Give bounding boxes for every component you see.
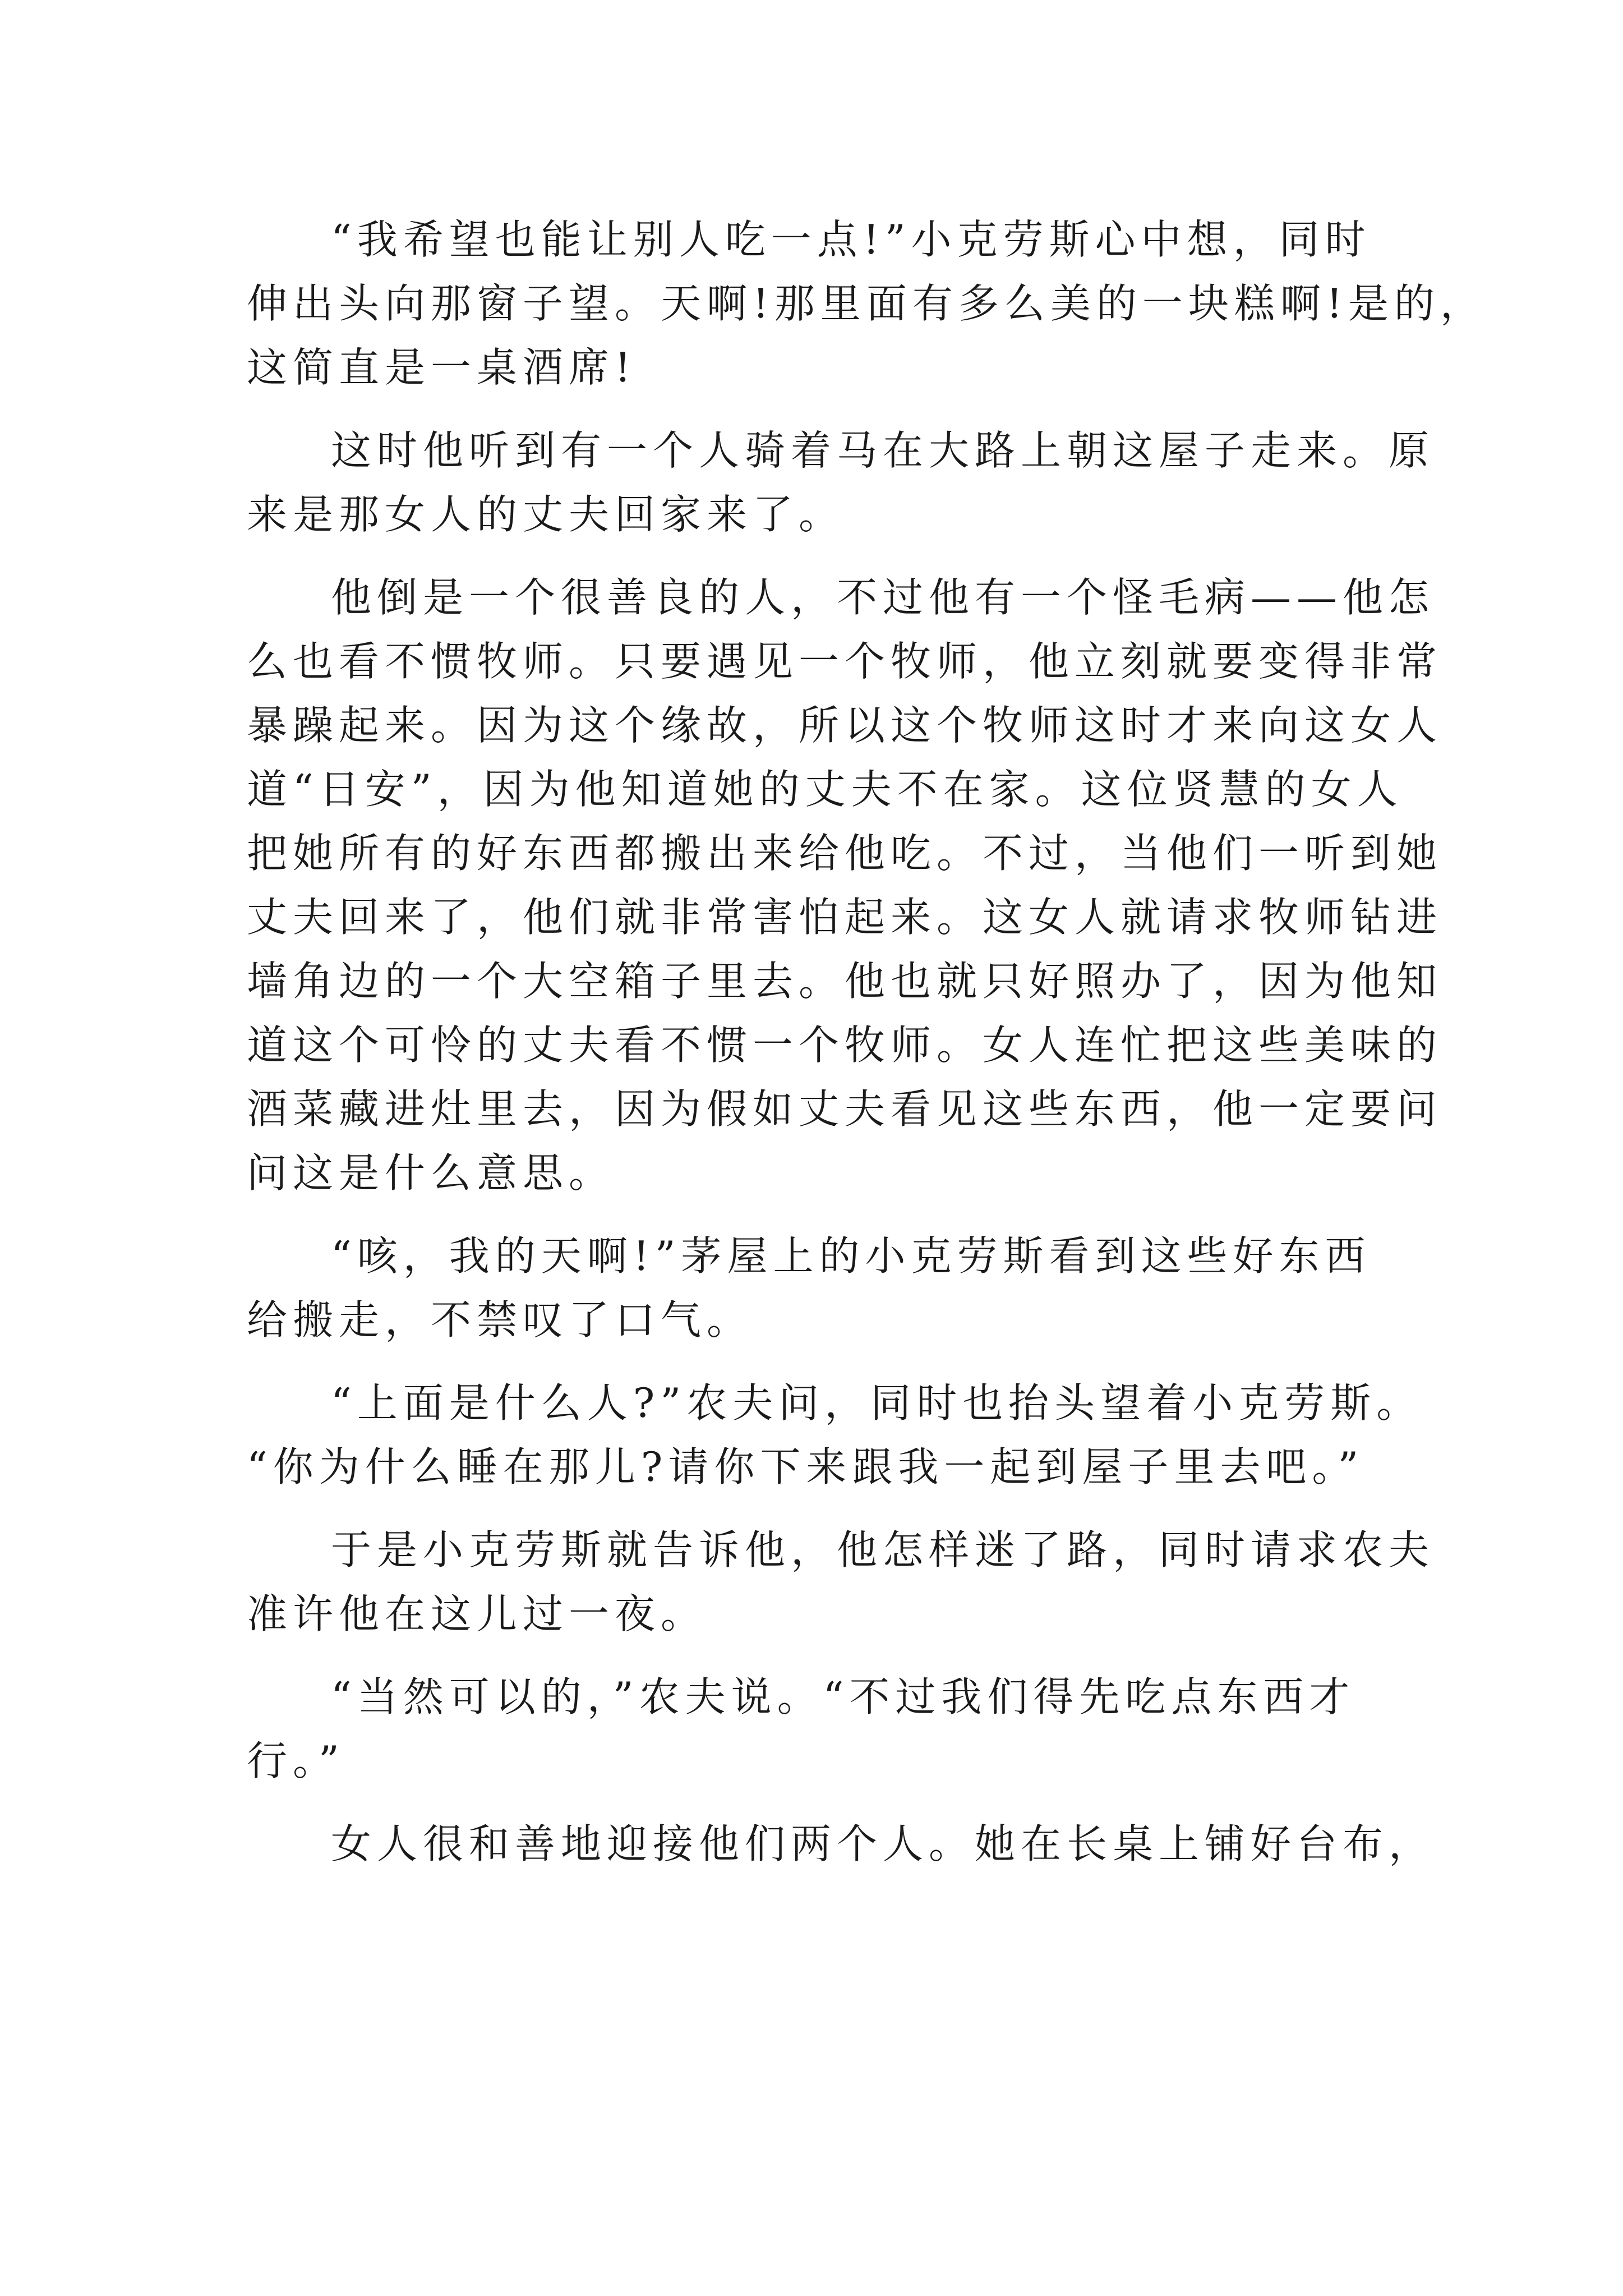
- text-line: 问这是什么意思。: [247, 1149, 615, 1197]
- text-line: 暴躁起来。因为这个缘故，所以这个牧师这时才来向这女人: [247, 702, 1443, 749]
- text-line: 女人很和善地迎接他们两个人。她在长桌上铺好台布，: [331, 1820, 1435, 1867]
- text-line: “我希望也能让别人吃一点!”小克劳斯心中想，同时: [331, 216, 1371, 263]
- paragraph: [247, 418, 1435, 546]
- paragraph: [247, 1665, 1424, 1793]
- paragraph: [247, 1812, 1435, 1876]
- text-line: “你为什么睡在那儿?请你下来跟我一起到屋子里去吧。”: [247, 1443, 1364, 1490]
- text-line: 行。”: [247, 1737, 345, 1784]
- text-line: 把她所有的好东西都搬出来给他吃。不过，当他们一听到她: [247, 830, 1443, 877]
- body-text: [247, 208, 1486, 1876]
- text-line: 这简直是一桌酒席!: [247, 344, 637, 391]
- paragraph: [247, 208, 1486, 399]
- paragraph: [247, 1371, 1424, 1499]
- text-line: 道这个可怜的丈夫看不惯一个牧师。女人连忙把这些美味的: [247, 1022, 1443, 1069]
- text-line: 他倒是一个很善良的人，不过他有一个怪毛病——他怎: [331, 574, 1435, 621]
- text-line: 丈夫回来了，他们就非常害怕起来。这女人就请求牧师钻进: [247, 894, 1443, 941]
- paragraph: [247, 1518, 1435, 1646]
- text-line: 这时他听到有一个人骑着马在大路上朝这屋子走来。原: [331, 427, 1435, 474]
- text-line: “上面是什么人?”农夫问，同时也抬头望着小克劳斯。: [331, 1379, 1423, 1427]
- text-line: 于是小克劳斯就告诉他，他怎样迷了路，同时请求农夫: [331, 1526, 1435, 1573]
- paragraph: [247, 565, 1443, 1205]
- text-line: 酒菜藏进灶里去，因为假如丈夫看见这些东西，他一定要问: [247, 1085, 1443, 1133]
- text-line: 道“日安”，因为他知道她的丈夫不在家。这位贤慧的女人: [247, 766, 1403, 813]
- text-line: 么也看不惯牧师。只要遇见一个牧师，他立刻就要变得非常: [247, 638, 1443, 685]
- text-line: 给搬走，不禁叹了口气。: [247, 1296, 753, 1343]
- text-line: 准许他在这儿过一夜。: [247, 1590, 707, 1637]
- text-line: 伸出头向那窗子望。天啊!那里面有多么美的一块糕啊!是的，: [247, 280, 1486, 327]
- text-line: 来是那女人的丈夫回家来了。: [247, 491, 845, 538]
- text-line: “当然可以的，”农夫说。“不过我们得先吃点东西才: [331, 1673, 1355, 1720]
- paragraph: [247, 1224, 1424, 1352]
- text-line: 墙角边的一个大空箱子里去。他也就只好照办了，因为他知: [247, 958, 1443, 1005]
- text-line: “咳，我的天啊!”茅屋上的小克劳斯看到这些好东西: [331, 1232, 1371, 1280]
